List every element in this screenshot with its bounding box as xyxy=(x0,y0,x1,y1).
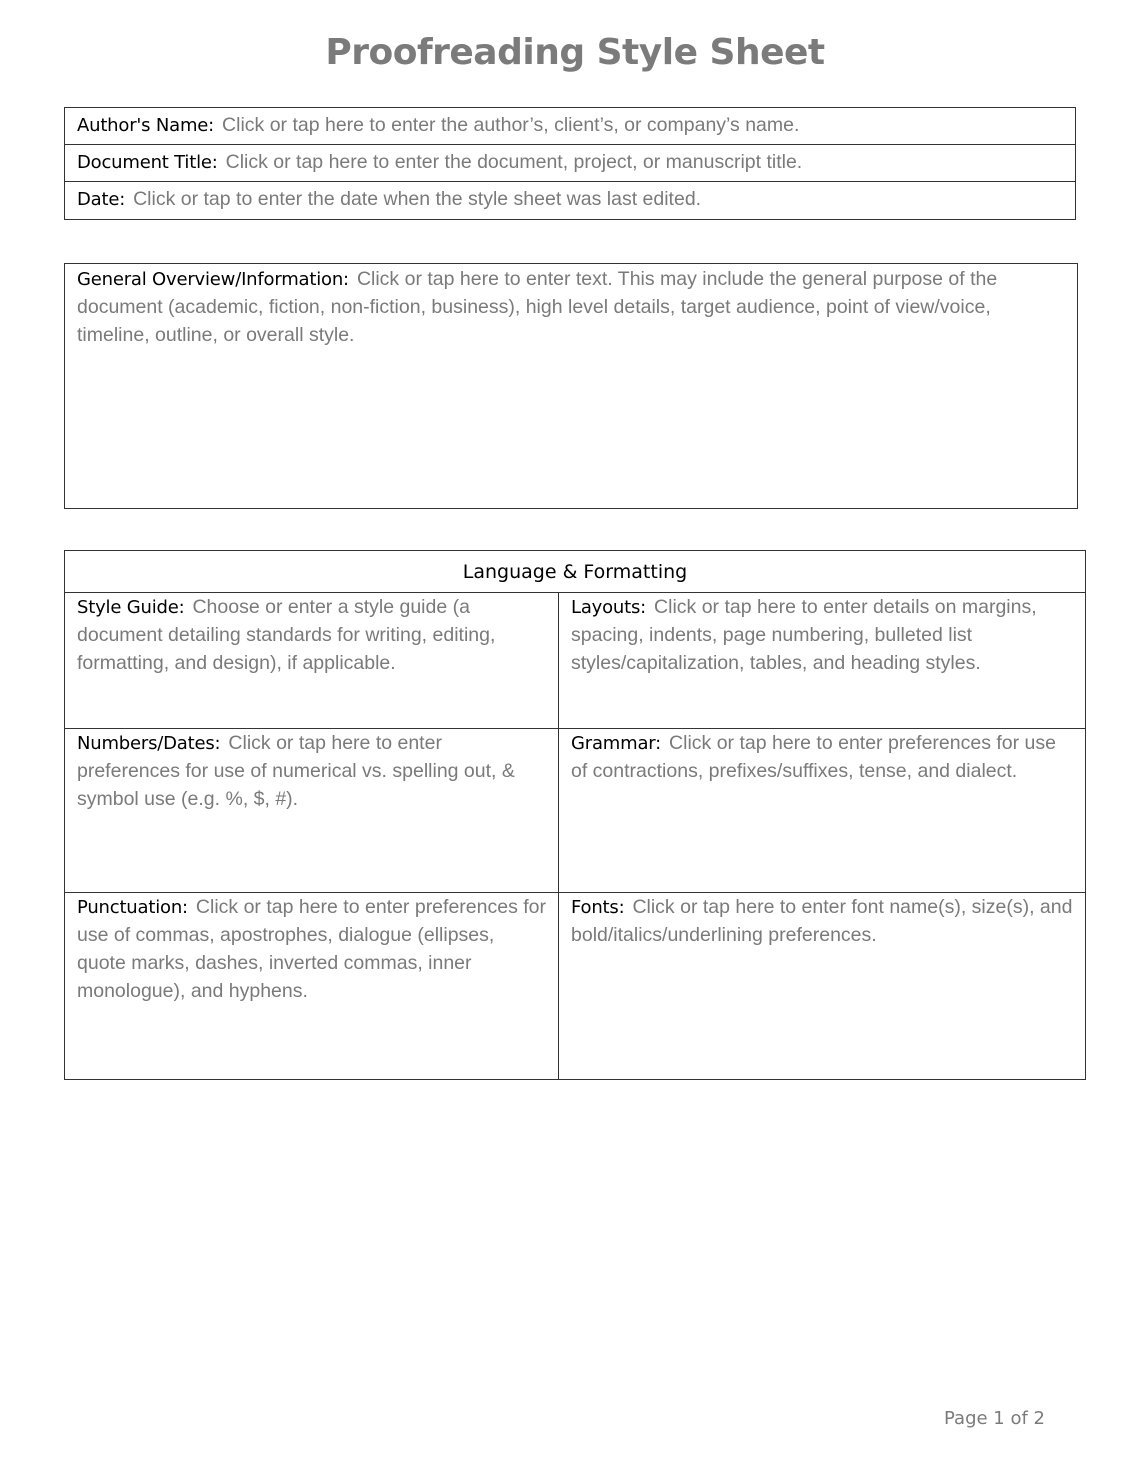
date-label: Date: xyxy=(77,189,126,210)
author-name-row[interactable] xyxy=(65,108,1075,145)
author-name-field[interactable]: Click or tap here to enter the author’s, client’s, or company’s name. xyxy=(222,114,800,136)
punctuation-label: Punctuation: xyxy=(77,897,188,918)
numbers-dates-cell[interactable] xyxy=(65,729,559,893)
layouts-cell[interactable] xyxy=(559,593,1085,729)
grammar-cell[interactable] xyxy=(559,729,1085,893)
general-overview-label: General Overview/Information: xyxy=(77,269,349,290)
document-title-row[interactable] xyxy=(65,145,1075,182)
language-formatting-table xyxy=(64,550,1086,1080)
general-overview-box[interactable] xyxy=(64,263,1078,509)
page-number: Page 1 of 2 xyxy=(944,1408,1045,1429)
general-overview-field[interactable]: Click or tap here to enter text. This may include the general purpose of the document (academic, fiction, non-fiction, business), high level details, target audience, point of view/voice, timeline, outline, or overall style. xyxy=(77,268,998,346)
page-title: Proofreading Style Sheet xyxy=(325,32,825,73)
layouts-label: Layouts: xyxy=(571,597,647,618)
fonts-field[interactable]: Click or tap here to enter font name(s), size(s), and bold/italics/underlining preferences. xyxy=(571,896,1073,946)
author-name-label: Author's Name: xyxy=(77,115,215,136)
numbers-dates-field[interactable]: Click or tap here to enter preferences for use of numerical vs. spelling out, & symbol use (e.g. %, $, #). xyxy=(77,732,515,810)
grammar-field[interactable]: Click or tap here to enter preferences for use of contractions, prefixes/suffixes, tense, and dialect. xyxy=(571,732,1056,782)
punctuation-cell[interactable] xyxy=(65,893,559,1079)
fonts-cell[interactable] xyxy=(559,893,1085,1079)
document-title-label: Document Title: xyxy=(77,152,218,173)
language-formatting-grid xyxy=(65,593,1085,1079)
document-title-field[interactable]: Click or tap here to enter the document, project, or manuscript title. xyxy=(225,151,803,173)
layouts-field[interactable]: Click or tap here to enter details on margins, spacing, indents, page numbering, bulleted list styles/capitalization, tables, and heading styles. xyxy=(571,596,1037,674)
language-formatting-header: Language & Formatting xyxy=(65,551,1085,593)
numbers-dates-label: Numbers/Dates: xyxy=(77,733,221,754)
fonts-label: Fonts: xyxy=(571,897,625,918)
grammar-label: Grammar: xyxy=(571,733,662,754)
date-field[interactable]: Click or tap to enter the date when the style sheet was last edited. xyxy=(133,188,702,210)
style-guide-cell[interactable] xyxy=(65,593,559,729)
style-guide-label: Style Guide: xyxy=(77,597,185,618)
document-info-table xyxy=(64,107,1076,220)
style-guide-field[interactable]: Choose or enter a style guide (a document detailing standards for writing, editing, formatting, and design), if applicable. xyxy=(77,596,496,674)
date-row[interactable] xyxy=(65,182,1075,219)
punctuation-field[interactable]: Click or tap here to enter preferences for use of commas, apostrophes, dialogue (ellipses, quote marks, dashes, inverted commas, inner monologue), and hyphens. xyxy=(77,896,546,1002)
